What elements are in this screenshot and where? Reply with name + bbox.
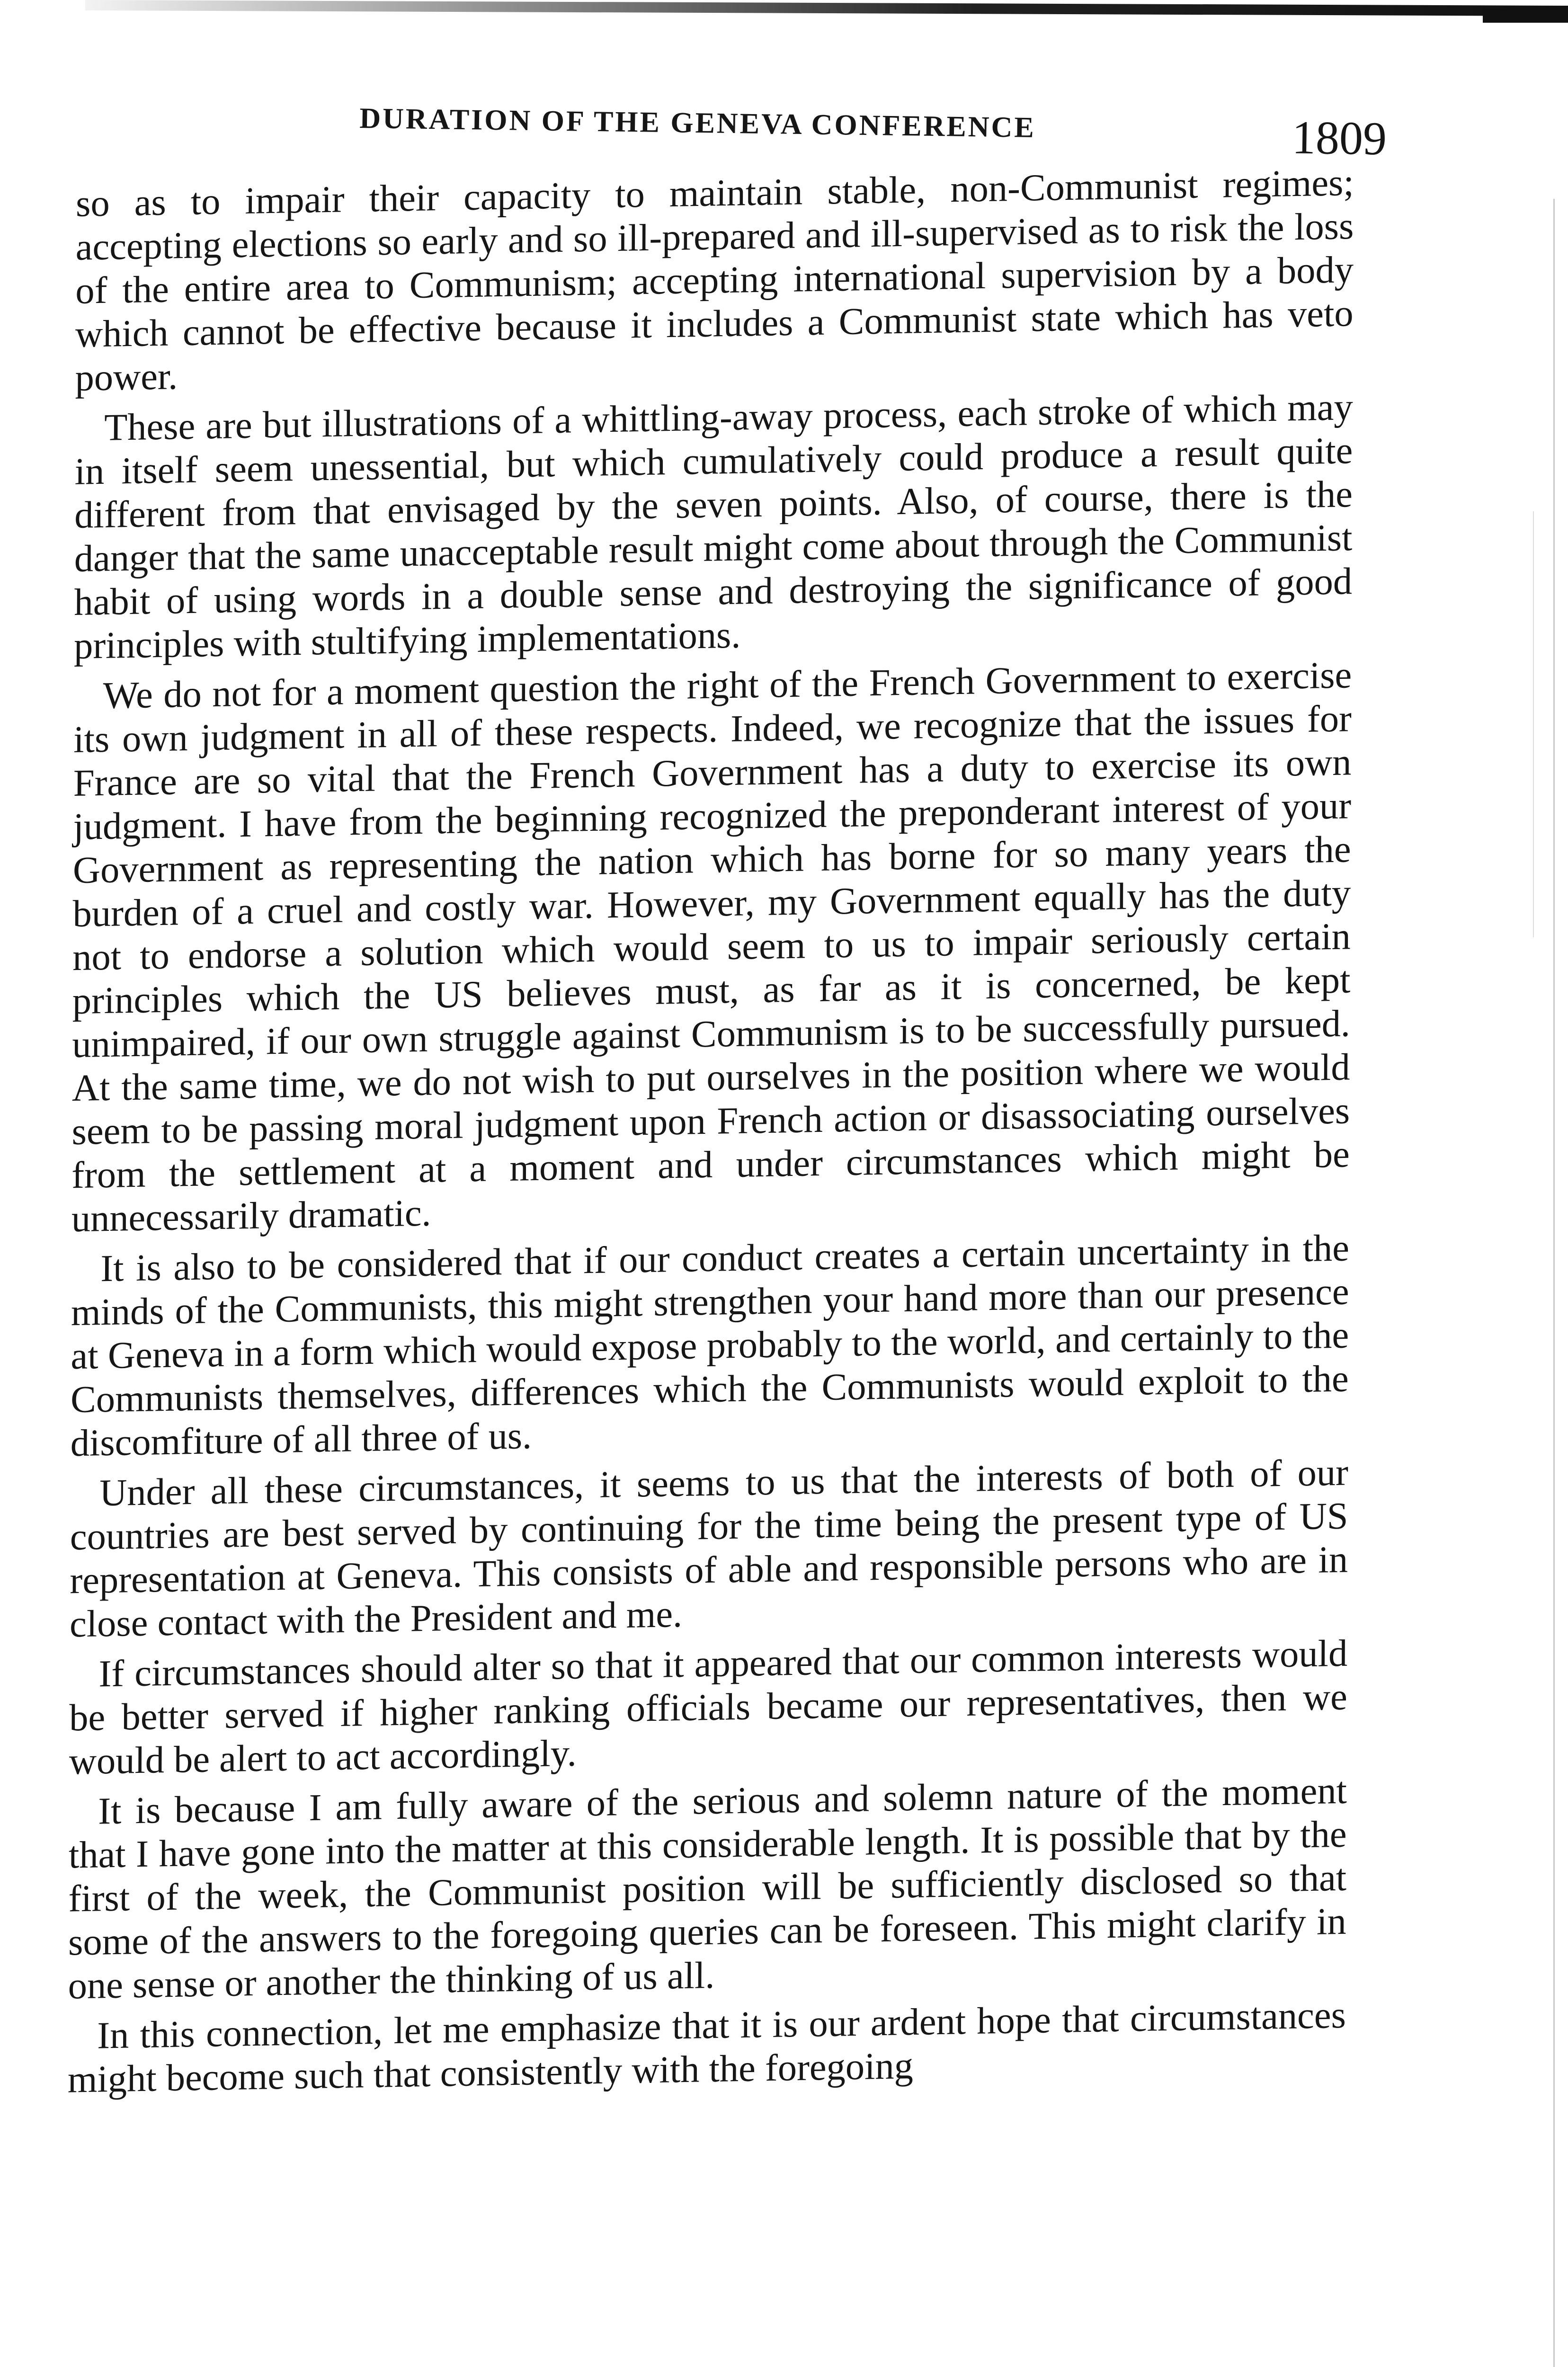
paragraph: If circumstances should alter so that it appeared that our common interests would be better served if higher ranking officials became our representatives, then we would be alert to act accordingly. [69, 1632, 1348, 1783]
paragraph: It is because I am fully aware of the serious and solemn nature of the moment that I have gone into the matter at this considerable length. It is possible that by the first of the week, the Communist position will be sufficiently disclosed so that some of the answers to the foregoing queries can be foreseen. This might clarify in one sense or another the thinking of us all. [68, 1769, 1347, 2007]
scan-top-shadow [85, 0, 1568, 16]
scan-right-edge-line [1533, 511, 1534, 937]
paragraph: It is also to be considered that if our conduct creates a certain uncertainty in the minds of the Communists, this might strengthen your hand more than our presence at Geneva in a form which would expose probably to the world, and certainly to the Communists themselves, differences which the Communists would exploit to the discomfiture of all three of us. [70, 1227, 1350, 1465]
running-title: DURATION OF THE GENEVA CONFERENCE [359, 102, 1036, 144]
paragraph: We do not for a moment question the right of the French Government to exercise its own judgment in all of these respects. Indeed, we recognize that the issues for France are so vital that the French Government has a duty to exercise its own judgment. I have from the beginning recognized the preponderant interest of your Government as representing the nation which has borne for so many years the burden of a cruel and costly war. However, my Government equally has the duty not to endorse a solution which would seem to us to impair seriously certain principles which the US believes must, as far as it is concerned, be kept unimpaired, if our own struggle against Communism is to be successfully pursued. At the same time, we do not wish to put ourselves in the position where we would seem to be passing moral judgment upon French action or disassociating ourselves from the settlement at a moment and under circumstances which might be unnecessarily dramatic. [71, 654, 1352, 1240]
scan-top-corner-shadow [1483, 9, 1568, 23]
scan-right-edge-shadow [1553, 199, 1555, 2367]
paragraph: so as to impair their capacity to maintain stable, non-Communist regimes; accepting elections so early and so ill-prepared and ill-supervised as to risk the loss of the entire area to Communism; accepting international supervision by a body which cannot be effective because it includes a Communist state which has veto power. [75, 161, 1354, 399]
paragraph: These are but illustrations of a whittling-away process, each stroke of which may in itself seem unessential, but which cumulatively could produce a result quite different from that envisaged by the seven points. Also, of course, there is the danger that the same unacceptable result might come about through the Communist habit of using words in a double sense and destroying the significance of good principles with stultifying implementations. [73, 386, 1353, 667]
paragraph: Under all these circumstances, it seems to us that the interests of both of our countries are best served by continuing for the time being the present type of US representation at Geneva. This consists of able and responsible persons who are in close contact with the President and me. [69, 1451, 1349, 1646]
page-header [359, 97, 1387, 168]
paragraph: In this connection, let me emphasize that it is our ardent hope that circumstances might become such that consistently with the foregoing [67, 1993, 1346, 2101]
page-number: 1809 [1292, 111, 1387, 165]
body-text [68, 161, 1354, 2109]
